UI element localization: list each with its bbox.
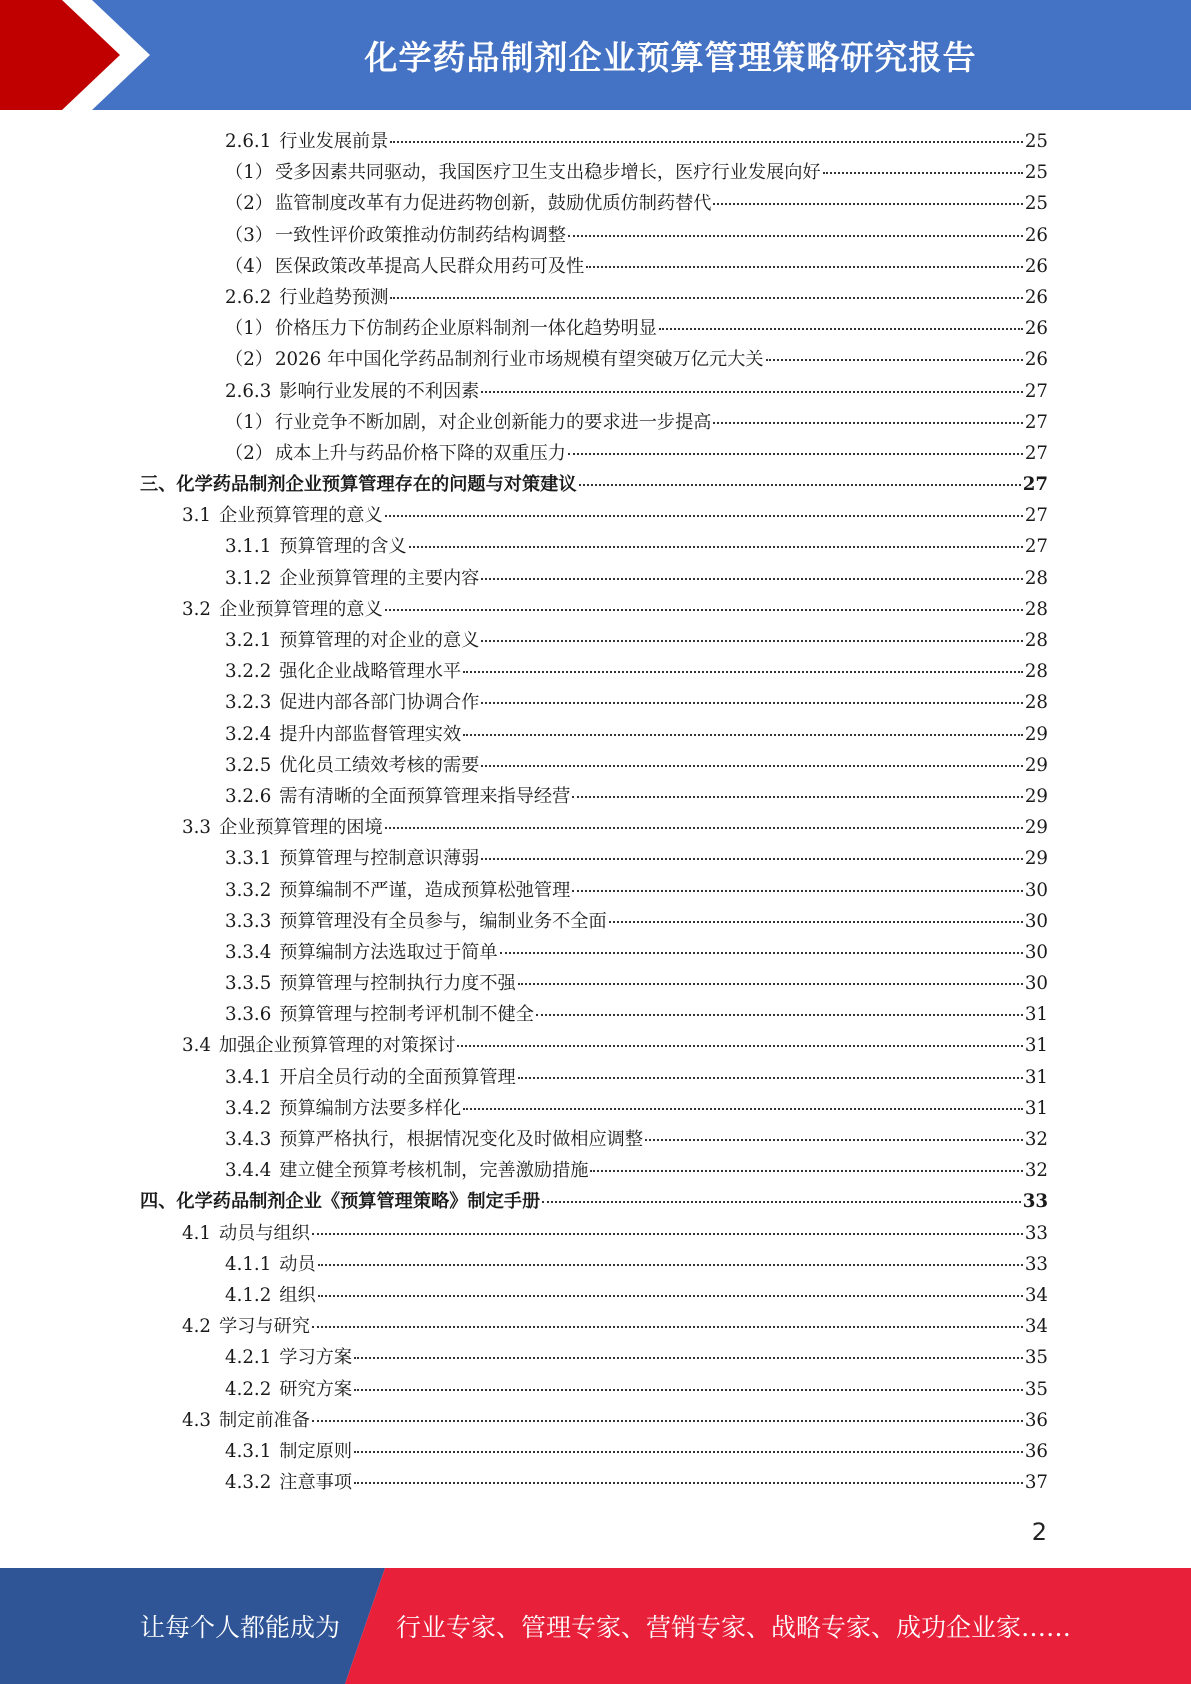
toc-entry[interactable]	[140, 1063, 1048, 1094]
toc-entry[interactable]	[140, 751, 1048, 782]
toc-entry-number: 2.6.1	[225, 131, 272, 152]
toc-entry-page: 29	[1024, 754, 1048, 776]
toc-entry[interactable]	[140, 1312, 1048, 1343]
toc-entry-page: 35	[1024, 1378, 1048, 1400]
toc-dot-leader	[312, 1233, 1023, 1235]
toc-entry[interactable]	[140, 1250, 1048, 1281]
toc-entry-number: 3.3.3	[225, 910, 272, 932]
toc-entry-number: （3）	[225, 224, 273, 246]
toc-dot-leader	[354, 1389, 1023, 1391]
toc-entry-page: 28	[1024, 598, 1048, 620]
toc-entry-number: （2）	[225, 442, 273, 464]
toc-dot-leader	[481, 391, 1022, 393]
toc-entry-title: 行业竞争不断加剧，对企业创新能力的要求进一步提高	[274, 411, 712, 433]
toc-entry-title: 预算管理没有全员参与，编制业务不全面	[279, 910, 607, 932]
toc-entry-number: 3.1.2	[225, 567, 272, 589]
toc-entry-title: 预算编制方法选取过于简单	[279, 941, 498, 963]
toc-dot-leader	[586, 266, 1023, 268]
toc-entry-page: 29	[1024, 848, 1048, 870]
toc-entry[interactable]	[140, 314, 1048, 345]
toc-entry-number: 3.1.1	[225, 536, 272, 558]
toc-dot-leader	[766, 359, 1023, 361]
toc-entry-page: 29	[1024, 785, 1048, 807]
toc-entry-page: 30	[1024, 879, 1048, 901]
toc-entry-title: 制定前准备	[218, 1409, 310, 1431]
toc-entry[interactable]	[140, 844, 1048, 875]
toc-entry-number: 4.3.1	[225, 1440, 272, 1462]
toc-dot-leader	[481, 578, 1022, 580]
toc-dot-leader	[659, 328, 1023, 330]
toc-entry-title: 提升内部监督管理实效	[279, 723, 462, 745]
toc-entry-number: 3.2.3	[225, 692, 272, 714]
toc-entry-number: 3.2.5	[225, 754, 272, 776]
toc-entry-page: 27	[1024, 505, 1048, 527]
toc-entry-title: 2026 年中国化学药品制剂行业市场规模有望突破万亿元大关	[274, 349, 764, 371]
toc-entry-number: 3.4.3	[225, 1129, 272, 1150]
toc-entry-page: 36	[1024, 1409, 1048, 1431]
toc-entry[interactable]	[140, 1156, 1048, 1187]
toc-dot-leader	[590, 1170, 1022, 1172]
toc-entry[interactable]	[140, 1031, 1048, 1062]
toc-entry-number: 3.2	[182, 598, 211, 620]
toc-entry[interactable]	[140, 969, 1048, 1000]
toc-entry-number: 3.1	[182, 505, 211, 527]
toc-entry-title: 成本上升与药品价格下降的双重压力	[274, 442, 566, 464]
toc-entry[interactable]	[140, 1281, 1048, 1312]
toc-entry-page: 28	[1024, 692, 1048, 714]
toc-entry-number: （1）	[225, 318, 273, 340]
toc-dot-leader	[312, 1326, 1023, 1328]
toc-entry-title: 化学药品制剂企业预算管理存在的问题与对策建议	[176, 474, 577, 496]
toc-entry-page: 26	[1024, 224, 1048, 246]
toc-dot-leader	[481, 702, 1022, 704]
toc-entry[interactable]	[140, 1000, 1048, 1031]
toc-entry[interactable]	[140, 1125, 1048, 1156]
toc-entry-number: 3.2.2	[225, 661, 272, 683]
toc-entry[interactable]	[140, 1094, 1048, 1125]
toc-entry-title: 行业趋势预测	[279, 286, 389, 308]
toc-entry-page: 25	[1024, 193, 1048, 215]
toc-dot-leader	[457, 1045, 1022, 1047]
toc-dot-leader	[385, 827, 1023, 829]
toc-entry-number: （1）	[225, 411, 273, 433]
toc-dot-leader	[312, 1420, 1023, 1422]
toc-entry[interactable]	[140, 813, 1048, 844]
toc-entry-title: 影响行业发展的不利因素	[279, 380, 480, 402]
toc-entry-title: 预算管理与控制考评机制不健全	[279, 1004, 534, 1026]
toc-entry-title: 一致性评价政策推动仿制药结构调整	[274, 224, 566, 246]
toc-entry-page: 34	[1024, 1316, 1048, 1338]
toc-dot-leader	[713, 422, 1022, 424]
toc-entry-title: 注意事项	[279, 1472, 353, 1494]
toc-entry-page: 32	[1024, 1160, 1048, 1182]
toc-entry-title: 预算严格执行，根据情况变化及时做相应调整	[279, 1129, 644, 1150]
toc-entry-title: 促进内部各部门协调合作	[279, 692, 480, 714]
toc-entry-number: 4.1.1	[225, 1253, 272, 1275]
toc-entry[interactable]	[140, 626, 1048, 657]
toc-entry[interactable]	[140, 938, 1048, 969]
toc-entry-number: 四、	[140, 1191, 177, 1213]
toc-entry-page: 34	[1024, 1284, 1048, 1306]
toc-entry[interactable]	[140, 127, 1048, 158]
toc-entry[interactable]	[140, 345, 1048, 376]
toc-entry[interactable]	[140, 595, 1048, 626]
toc-entry[interactable]	[140, 1468, 1048, 1499]
toc-entry-title: 预算管理与控制执行力度不强	[279, 973, 516, 995]
toc-dot-leader	[463, 734, 1023, 736]
toc-entry-page: 31	[1024, 1035, 1048, 1057]
toc-entry-number: 4.2	[182, 1316, 211, 1338]
toc-entry-title: 企业预算管理的主要内容	[279, 567, 480, 589]
toc-dot-leader	[518, 983, 1023, 985]
toc-entry-number: 3.4	[182, 1035, 211, 1057]
toc-entry-number: 3.2.6	[225, 785, 272, 807]
toc-entry-title: 建立健全预算考核机制，完善激励措施	[279, 1160, 589, 1182]
toc-entry-page: 35	[1024, 1347, 1048, 1369]
toc-entry[interactable]	[140, 1187, 1048, 1218]
toc-entry-title: 预算编制方法要多样化	[279, 1097, 462, 1119]
toc-entry-title: 医保政策改革提高人民群众用药可及性	[274, 255, 585, 277]
table-of-contents	[140, 127, 1048, 1499]
toc-entry-page: 36	[1024, 1440, 1048, 1462]
toc-entry-title: 动员	[279, 1253, 316, 1275]
toc-dot-leader	[318, 1295, 1023, 1297]
toc-entry-number: 4.3	[182, 1409, 211, 1431]
toc-entry-page: 26	[1024, 286, 1048, 308]
toc-entry[interactable]	[140, 501, 1048, 532]
toc-entry-page: 31	[1024, 1004, 1048, 1026]
toc-entry-page: 25	[1024, 131, 1048, 152]
toc-entry-number: （4）	[225, 255, 273, 277]
toc-dot-leader	[390, 141, 1022, 143]
toc-entry-number: 3.3.5	[225, 973, 272, 995]
toc-entry-page: 28	[1024, 630, 1048, 651]
toc-entry-number: （2）	[225, 193, 273, 215]
toc-entry[interactable]	[140, 377, 1048, 408]
toc-entry-title: 强化企业战略管理水平	[279, 661, 462, 683]
toc-entry-title: 预算编制不严谨，造成预算松弛管理	[279, 879, 571, 901]
toc-dot-leader	[318, 1264, 1023, 1266]
toc-entry-page: 27	[1024, 380, 1048, 402]
toc-entry[interactable]	[140, 1375, 1048, 1406]
toc-entry[interactable]	[140, 252, 1048, 283]
toc-entry-title: 学习方案	[279, 1347, 353, 1369]
footer-slogan-right: 行业专家、管理专家、营销专家、战略专家、成功企业家……	[396, 1613, 1072, 1642]
toc-entry-title: 行业发展前景	[279, 131, 389, 152]
toc-entry-title: 预算管理与控制意识薄弱	[279, 848, 480, 870]
toc-entry-page: 26	[1024, 318, 1048, 340]
toc-entry[interactable]	[140, 1437, 1048, 1468]
toc-dot-leader	[390, 297, 1022, 299]
footer-banner	[0, 1568, 1191, 1684]
toc-entry-number: 三、	[140, 474, 177, 496]
toc-dot-leader	[609, 921, 1023, 923]
toc-dot-leader	[572, 890, 1023, 892]
toc-entry[interactable]	[140, 189, 1048, 220]
toc-entry[interactable]	[140, 720, 1048, 751]
toc-entry-number: （2）	[225, 349, 273, 371]
toc-entry-page: 27	[1024, 411, 1048, 433]
toc-dot-leader	[481, 640, 1022, 642]
toc-entry-title: 需有清晰的全面预算管理来指导经营	[279, 785, 571, 807]
toc-entry-title: 优化员工绩效考核的需要	[279, 754, 480, 776]
toc-dot-leader	[481, 765, 1022, 767]
toc-dot-leader	[572, 796, 1023, 798]
toc-entry[interactable]	[140, 408, 1048, 439]
toc-entry-page: 27	[1024, 442, 1048, 464]
toc-entry-title: 组织	[279, 1284, 316, 1306]
toc-entry-page: 29	[1024, 723, 1048, 745]
toc-entry-number: 4.2.2	[225, 1378, 272, 1400]
toc-entry[interactable]	[140, 688, 1048, 719]
toc-entry[interactable]	[140, 564, 1048, 595]
toc-entry-page: 31	[1024, 1097, 1048, 1119]
toc-entry[interactable]	[140, 470, 1048, 501]
toc-dot-leader	[409, 546, 1023, 548]
toc-entry-page: 26	[1024, 349, 1048, 371]
toc-entry-title: 开启全员行动的全面预算管理	[279, 1066, 516, 1088]
toc-dot-leader	[713, 203, 1022, 205]
toc-dot-leader	[481, 858, 1022, 860]
toc-entry[interactable]	[140, 782, 1048, 813]
toc-entry-page: 30	[1024, 910, 1048, 932]
toc-entry-title: 研究方案	[279, 1378, 353, 1400]
toc-entry-title: 价格压力下仿制药企业原料制剂一体化趋势明显	[274, 318, 657, 340]
toc-entry-number: 3.3.2	[225, 879, 272, 901]
toc-entry-number: 3.4.4	[225, 1160, 272, 1182]
toc-entry-number: 2.6.2	[225, 286, 272, 308]
toc-dot-leader	[579, 484, 1021, 486]
toc-entry-page: 28	[1024, 567, 1048, 589]
toc-entry-page: 25	[1024, 162, 1048, 184]
toc-entry-page: 33	[1024, 1222, 1048, 1244]
page-number: 2	[1031, 1518, 1047, 1546]
toc-dot-leader	[568, 235, 1023, 237]
toc-dot-leader	[354, 1357, 1023, 1359]
toc-entry-page: 27	[1022, 474, 1048, 496]
toc-entry-title: 制定原则	[279, 1440, 353, 1462]
toc-entry[interactable]	[140, 907, 1048, 938]
toc-entry-page: 33	[1022, 1191, 1048, 1213]
toc-entry-title: 化学药品制剂企业《预算管理策略》制定手册	[176, 1191, 541, 1213]
toc-dot-leader	[518, 1077, 1023, 1079]
toc-dot-leader	[568, 453, 1023, 455]
toc-dot-leader	[463, 671, 1023, 673]
toc-entry[interactable]	[140, 1406, 1048, 1437]
header-banner	[0, 0, 1191, 110]
toc-entry-page: 29	[1024, 817, 1048, 839]
toc-entry-number: 4.2.1	[225, 1347, 272, 1369]
toc-entry-number: 3.3.6	[225, 1004, 272, 1026]
toc-entry-title: 企业预算管理的意义	[218, 598, 383, 620]
toc-entry-number: 3.2.4	[225, 723, 272, 745]
toc-entry-number: 4.1.2	[225, 1284, 272, 1306]
report-title: 化学药品制剂企业预算管理策略研究报告	[364, 37, 977, 77]
toc-entry-page: 33	[1024, 1253, 1048, 1275]
toc-entry-page: 26	[1024, 255, 1048, 277]
toc-entry-title: 加强企业预算管理的对策探讨	[218, 1035, 456, 1057]
toc-entry-number: 3.3.4	[225, 941, 272, 963]
toc-entry-title: 学习与研究	[218, 1316, 310, 1338]
footer-slogan-left: 让每个人都能成为	[140, 1613, 341, 1642]
toc-entry-number: 4.3.2	[225, 1472, 272, 1494]
toc-dot-leader	[385, 609, 1023, 611]
toc-dot-leader	[385, 515, 1023, 517]
toc-dot-leader	[354, 1451, 1023, 1453]
toc-entry-title: 预算管理的对企业的意义	[279, 630, 480, 651]
toc-dot-leader	[542, 1201, 1021, 1203]
toc-dot-leader	[500, 952, 1023, 954]
toc-entry-number: 3.3	[182, 817, 211, 839]
toc-entry[interactable]	[140, 657, 1048, 688]
toc-entry-page: 27	[1024, 536, 1048, 558]
toc-entry[interactable]	[140, 876, 1048, 907]
toc-entry-number: 4.1	[182, 1222, 211, 1244]
toc-entry-title: 企业预算管理的意义	[218, 505, 383, 527]
toc-entry-number: 3.2.1	[225, 630, 272, 651]
toc-entry-number: 3.4.2	[225, 1097, 272, 1119]
toc-entry[interactable]	[140, 532, 1048, 563]
toc-entry[interactable]	[140, 158, 1048, 189]
toc-entry-title: 受多因素共同驱动，我国医疗卫生支出稳步增长，医疗行业发展向好	[274, 162, 821, 184]
toc-entry[interactable]	[140, 1343, 1048, 1374]
toc-entry-page: 31	[1024, 1066, 1048, 1088]
toc-entry-number: （1）	[225, 162, 273, 184]
toc-entry-number: 2.6.3	[225, 380, 272, 402]
toc-entry-page: 30	[1024, 941, 1048, 963]
toc-entry[interactable]	[140, 439, 1048, 470]
toc-entry-title: 预算管理的含义	[279, 536, 407, 558]
toc-entry-title: 企业预算管理的困境	[218, 817, 383, 839]
toc-entry-number: 3.4.1	[225, 1066, 272, 1088]
toc-entry-title: 动员与组织	[218, 1222, 310, 1244]
toc-entry-number: 3.3.1	[225, 848, 272, 870]
toc-dot-leader	[536, 1014, 1023, 1016]
toc-dot-leader	[823, 172, 1023, 174]
toc-entry-page: 32	[1024, 1129, 1048, 1150]
toc-entry[interactable]	[140, 283, 1048, 314]
toc-entry-title: 监管制度改革有力促进药物创新，鼓励优质仿制药替代	[274, 193, 712, 215]
toc-entry[interactable]	[140, 221, 1048, 252]
toc-entry[interactable]	[140, 1219, 1048, 1250]
toc-entry-page: 37	[1024, 1472, 1048, 1494]
toc-dot-leader	[645, 1139, 1023, 1141]
toc-entry-page: 30	[1024, 973, 1048, 995]
toc-dot-leader	[354, 1482, 1023, 1484]
toc-entry-page: 28	[1024, 661, 1048, 683]
toc-dot-leader	[463, 1108, 1023, 1110]
